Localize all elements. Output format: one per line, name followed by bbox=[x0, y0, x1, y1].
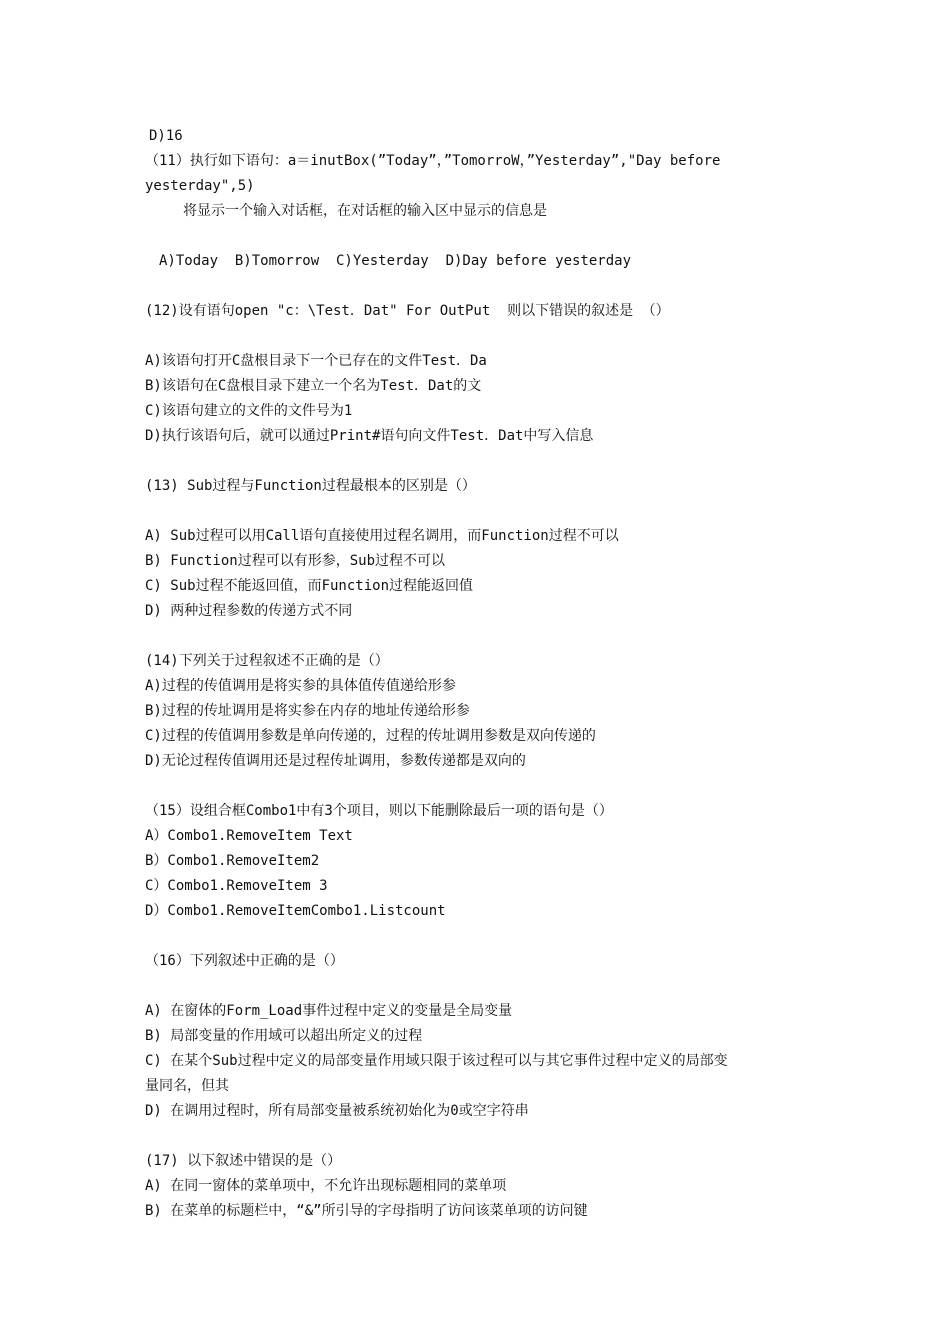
spacer bbox=[145, 324, 815, 349]
q16-option-b: B) 局部变量的作用域可以超出所定义的过程 bbox=[145, 1028, 423, 1044]
q14-option-d: D)无论过程传值调用还是过程传址调用，参数传递都是双向的 bbox=[145, 753, 526, 769]
q12-option-c: C)该语句建立的文件的文件号为1 bbox=[145, 403, 353, 419]
q15-option-c: C）Combo1.RemoveItem 3 bbox=[145, 878, 328, 894]
q17-option-b: B) 在菜单的标题栏中，“&”所引导的字母指明了访问该菜单项的访问键 bbox=[145, 1203, 588, 1219]
q11-options: A)Today B)Tomorrow C)Yesterday D)Day before yesterday bbox=[159, 253, 632, 269]
spacer bbox=[145, 624, 815, 649]
q11-question-line1: （11）执行如下语句：a＝inutBox(”Today”，”TomorroW，”Yesterday”,"Day before bbox=[145, 153, 721, 169]
q12-question: (12)设有语句open "c：\Test．Dat" For OutPut 则以下错误的叙述是 （） bbox=[145, 303, 670, 319]
q13-option-c: C) Sub过程不能返回值，而Function过程能返回值 bbox=[145, 578, 474, 594]
q17-question: (17) 以下叙述中错误的是（） bbox=[145, 1153, 342, 1169]
q10-option-d: D)16 bbox=[149, 128, 183, 144]
q15-question: （15）设组合框Combo1中有3个项目，则以下能删除最后一项的语句是（） bbox=[145, 803, 613, 819]
q14-question: (14)下列关于过程叙述不正确的是（） bbox=[145, 653, 389, 669]
q12-option-a: A)该语句打开C盘根目录下一个已存在的文件Test．Da bbox=[145, 353, 487, 369]
spacer bbox=[145, 224, 815, 249]
q15-option-d: D）Combo1.RemoveItemCombo1.Listcount bbox=[145, 903, 446, 919]
spacer bbox=[145, 974, 815, 999]
spacer bbox=[145, 1124, 815, 1149]
q11-prompt: 将显示一个输入对话框，在对话框的输入区中显示的信息是 bbox=[183, 203, 547, 219]
q16-question: （16）下列叙述中正确的是（） bbox=[145, 953, 344, 969]
spacer bbox=[145, 924, 815, 949]
q16-option-c: C) 在某个Sub过程中定义的局部变量作用域只限于该过程可以与其它事件过程中定义的局部变 bbox=[145, 1053, 728, 1069]
q15-option-b: B）Combo1.RemoveItem2 bbox=[145, 853, 320, 869]
q16-option-c-continued: 量同名，但其 bbox=[145, 1078, 229, 1094]
q13-option-d: D) 两种过程参数的传递方式不同 bbox=[145, 603, 353, 619]
spacer bbox=[145, 774, 815, 799]
q12-option-d: D)执行该语句后，就可以通过Print#语句向文件Test．Dat中写入信息 bbox=[145, 428, 594, 444]
q12-option-b: B)该语句在C盘根目录下建立一个名为Test．Dat的文 bbox=[145, 378, 482, 394]
q14-option-c: C)过程的传值调用参数是单向传递的，过程的传址调用参数是双向传递的 bbox=[145, 728, 596, 744]
spacer bbox=[145, 274, 815, 299]
q16-option-d: D) 在调用过程时，所有局部变量被系统初始化为0或空字符串 bbox=[145, 1103, 529, 1119]
q15-option-a: A）Combo1.RemoveItem Text bbox=[145, 828, 353, 844]
q16-option-a: A) 在窗体的Form_Load事件过程中定义的变量是全局变量 bbox=[145, 1003, 513, 1019]
q13-option-a: A) Sub过程可以用Call语句直接使用过程名调用，而Function过程不可以 bbox=[145, 528, 619, 544]
spacer bbox=[145, 499, 815, 524]
q14-option-a: A)过程的传值调用是将实参的具体值传值递给形参 bbox=[145, 678, 456, 694]
document-body bbox=[145, 124, 815, 1224]
q11-question-line2: yesterday",5) bbox=[145, 178, 255, 194]
q17-option-a: A) 在同一窗体的菜单项中，不允许出现标题相同的菜单项 bbox=[145, 1178, 507, 1194]
q13-question: (13) Sub过程与Function过程最根本的区别是（） bbox=[145, 478, 476, 494]
q13-option-b: B) Function过程可以有形参，Sub过程不可以 bbox=[145, 553, 446, 569]
spacer bbox=[145, 449, 815, 474]
q14-option-b: B)过程的传址调用是将实参在内存的地址传递给形参 bbox=[145, 703, 470, 719]
